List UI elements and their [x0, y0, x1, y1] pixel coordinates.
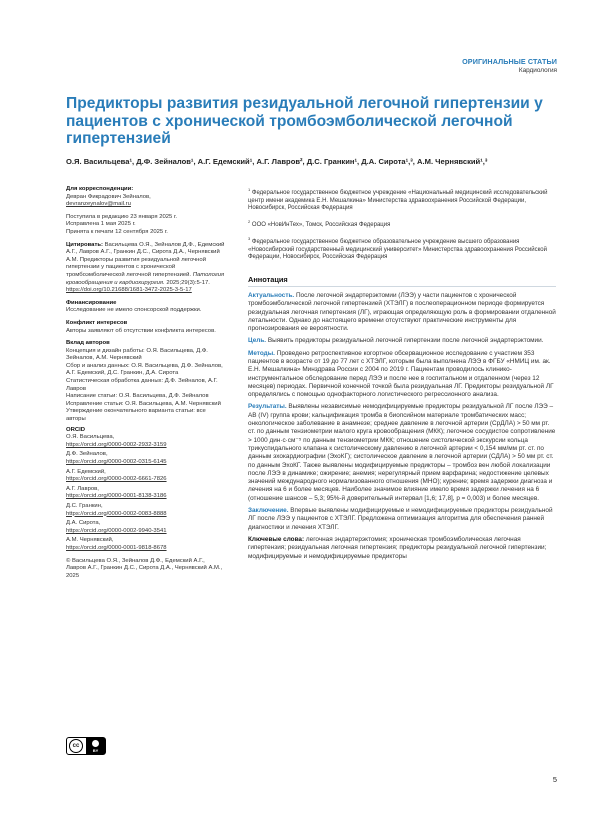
contribution-line: Концепция и дизайн работы: О.Я. Васильцева, Д.Ф. Зейналов, А.М. Чернявский [66, 347, 208, 362]
abstract-results: Результаты. Выявлены независимые немодифицируемые предикторы резидуальной ЛГ после ЛЭЭ – АВ (IV) группа крови; кальцификация тромба в биопсийном материале тромбатических масс; онкологическое заболевание в анамнезе; среднее давление в легочной артерии (СрДЛА) > 50 мм рт. ст. по данным тензиометрии малого круга кровообращения (МКК); легочное сосудистое сопротивление > 1000 дин·с·см⁻⁵ по данным тензиометрии МКК; отношение систолической экскурсии кольца трикуспидального клапана к систолическому давлению в легочной артерии < 0,154 мм/мм рт. ст. по данным эхокардиографии (ЭхоКГ); систолическое давление в легочной артерии (СДЛА) > 50 мм рт. ст. по данным ЭхоКГ. Также выявлены модифицируемые предикторы – тромбоз вен любой локализации после ЛЭЭ в динамике; ожирение; анемия; нерегулярный прием варфарина; недостижение целевых значений международного нормализованного отношения (МНО); курение; время задержки диагноза и лечения на 6 и более месяцев. Наиболее значимое влияние имело время задержки лечения на 6 (отношение шансов – 5,3; 95%-й доверительный интервал [1,6; 17,8], p = 0,003) и более месяцев. [248, 403, 556, 502]
orcid-item [66, 486, 226, 501]
orcid-author: А.Г. Едемский, [66, 468, 106, 475]
correspondence-name: Девран Фикрадович Зейналов, [66, 193, 151, 200]
contributions-label: Вклад авторов [66, 340, 110, 347]
conflict-text: Авторы заявляют об отсутствии конфликта интересов. [66, 327, 216, 334]
contribution-line: Сбор и анализ данных: О.Я. Васильцева, Д.Ф. Зейналов, А.Г. Едемский, Д.С. Гранкин, Д.А. Сирота [66, 362, 223, 377]
conflict-label: Конфликт интересов [66, 319, 128, 326]
orcid-link[interactable]: https://orcid.org/0000-0002-0315-6145 [66, 459, 167, 465]
orcid-item [66, 434, 226, 449]
person-icon [92, 740, 99, 747]
abstract-aim: Цель. Выявить предикторы резидуальной легочной гипертензии после легочной эндартерэктомии. [248, 337, 544, 345]
cc-icon: cc [69, 739, 83, 753]
orcid-label: ORCID [66, 426, 85, 433]
orcid-link[interactable]: https://orcid.org/0000-0001-8138-3186 [66, 493, 167, 500]
correspondence-label: Для корреспонденции: [66, 186, 134, 192]
citation-text: Васильцева О.Я., Зейналов Д.Ф., Едемский А.Г., Лавров А.Г., Гранкин Д.С., Сирота Д.А., Чернявский А.М. Предикторы развития резидуальной легочной гипертензии у пациентов с хронической тромбоэмболической легочной гипертензией. [66, 241, 225, 278]
section-header [462, 57, 557, 74]
orcid-link[interactable]: https://orcid.org/0000-0002-2932-3159 [66, 441, 167, 448]
correspondence-email[interactable]: devranzeynalov@mail.ru [66, 201, 131, 208]
affiliation: $^3$ Федеральное государственное бюджетное образовательное учреждение высшего образования «Новосибирский государственный медицинский университет» Министерства здравоохранения Российской Федерации, Новосибирск, Российская Федерация [248, 235, 547, 261]
orcid-author: О.Я. Васильцева, [66, 434, 115, 441]
abstract-methods: Методы. Проведено ретроспективное когортное обсервационное исследование с участием 353 пациентов в возрасте от 19 до 77 лет с ХТЭЛГ, которым была выполнена ЛЭЭ в ФГБУ «НМИЦ им. ак. Е.Н. Мешалкина» Минздрава России с 2004 по 2019 г. Пациентам проводилось клинико-инструментальное обследование перед ЛЭЭ и после нее в госпитальном и отдаленном (через 12 месяцев) периодах. Первичной конечной точкой была резидуальная ЛГ. Предикторы резидуальной ЛГ определялись с помощью однофакторного логистического регрессионного анализа. [248, 349, 554, 399]
citation-label: Цитировать: [66, 241, 103, 248]
orcid-item [66, 520, 226, 535]
cc-by-license-badge[interactable] [66, 737, 106, 755]
orcid-author: А.Г. Лавров, [66, 485, 99, 492]
citation-issue: 2025;29(3):5-17. [166, 279, 210, 286]
keywords: Ключевые слова: легочная эндартерэктомия; хроническая тромбоэмболическая легочная гипертензия; резидуальная легочная гипертензия; предикторы резидуальной легочной гипертензии; модифицируемые и немодифицируемые предикторы [248, 535, 547, 560]
orcid-link[interactable]: https://orcid.org/0000-0002-6661-7826 [66, 476, 167, 483]
main-column [248, 186, 556, 561]
copyright-text: © Васильцева О.Я., Зейналов Д.Ф., Едемский А.Г., Лавров А.Г., Гранкин Д.С., Сирота Д.А., Чернявский А.М., 2025 [66, 557, 223, 579]
abstract-conclusion: Заключение. Впервые выявлены модифицируемые и немодифицируемые предикторы резидуальной ЛГ после ЛЭЭ у пациентов с ХТЭЛГ. Предложена оптимизация алгоритма для обеспечения ранней диагностики и лечения ХТЭЛГ. [248, 507, 553, 531]
affiliation: $^1$ Федеральное государственное бюджетное учреждение «Национальный медицинский исследовательский центр имени академика Е.Н. Мешалкина» Министерства здравоохранения Российской Федерации, Новосибирск, Российская Федерация [248, 187, 548, 212]
orcid-item [66, 469, 226, 484]
orcid-author: Д.А. Сирота, [66, 520, 101, 527]
orcid-author: Д.Ф. Зейналов, [66, 451, 108, 458]
citation-doi-link[interactable]: https://doi.org/10.21688/1681-3472-2025-3-5-17 [66, 287, 192, 294]
orcid-item [66, 537, 226, 552]
page-number: 5 [552, 775, 557, 784]
contribution-line: Написание статьи: О.Я. Васильцева, Д.Ф. Зейналов [66, 393, 209, 400]
funding-label: Финансирование [66, 299, 117, 306]
contribution-line: Статистическая обработка данных: Д.Ф. Зейналов, А.Г. Лавров [66, 378, 218, 392]
orcid-link[interactable]: https://orcid.org/0000-0001-9818-8678 [66, 544, 167, 551]
orcid-link[interactable]: https://orcid.org/0000-0002-9940-3541 [66, 527, 167, 534]
abstract-heading: Аннотация [248, 275, 556, 287]
date-received: Поступила в редакцию 23 января 2025 г. [66, 213, 178, 220]
author-list: О.Я. Васильцева¹, Д.Ф. Зейналов¹, А.Г. Едемский¹, А.Г. Лавров², Д.С. Гранкин¹, Д.А. Сирота¹,³, А.М. Чернявский¹,³ [66, 157, 488, 166]
citation-journal: Патология кровообращения и кардиохирургия. [66, 271, 225, 286]
affiliation: $^2$ ООО «НовИнТех», Томск, Российская Федерация [248, 219, 391, 229]
orcid-author: А.М. Чернявский, [66, 537, 114, 544]
section-label: ОРИГИНАЛЬНЫЕ СТАТЬИ [462, 57, 557, 66]
abstract-background: Актуальность. После легочной эндартерэктомии (ЛЭЭ) у части пациентов с хронической тромбоэмболической легочной гипертензией (ХТЭЛГ) в послеоперационном периоде формируется резидуальная легочная гипертензия (ЛГ), играющая определяющую роль в формировании отдаленной летальности. Однако до настоящего времени отсутствуют практические инструменты для прогнозирования ее вероятности. [248, 291, 556, 333]
date-accepted: Принята к печати 12 сентября 2025 г. [66, 228, 168, 235]
contribution-line: Исправление статьи: О.Я. Васильцева, А.М. Чернявский [66, 400, 221, 407]
date-revised: Исправлена 1 мая 2025 г. [66, 221, 136, 228]
by-icon: BY [86, 738, 105, 754]
orcid-item [66, 503, 226, 518]
contribution-line: Утверждение окончательного варианта статьи: все авторы [66, 408, 206, 423]
subsection-label: Кардиология [518, 67, 557, 74]
orcid-author: Д.С. Гранкин, [66, 502, 103, 509]
article-title: Предикторы развития резидуальной легочной гипертензии у пациентов с хронической тромбоэмболической легочной гипертензией [66, 95, 543, 147]
citation-block [66, 242, 226, 295]
sidebar-info [66, 186, 226, 580]
orcid-link[interactable]: https://orcid.org/0000-0002-0083-8888 [66, 510, 167, 517]
orcid-item [66, 451, 226, 466]
funding-text: Исследование не имело спонсорской поддержки. [66, 307, 202, 314]
